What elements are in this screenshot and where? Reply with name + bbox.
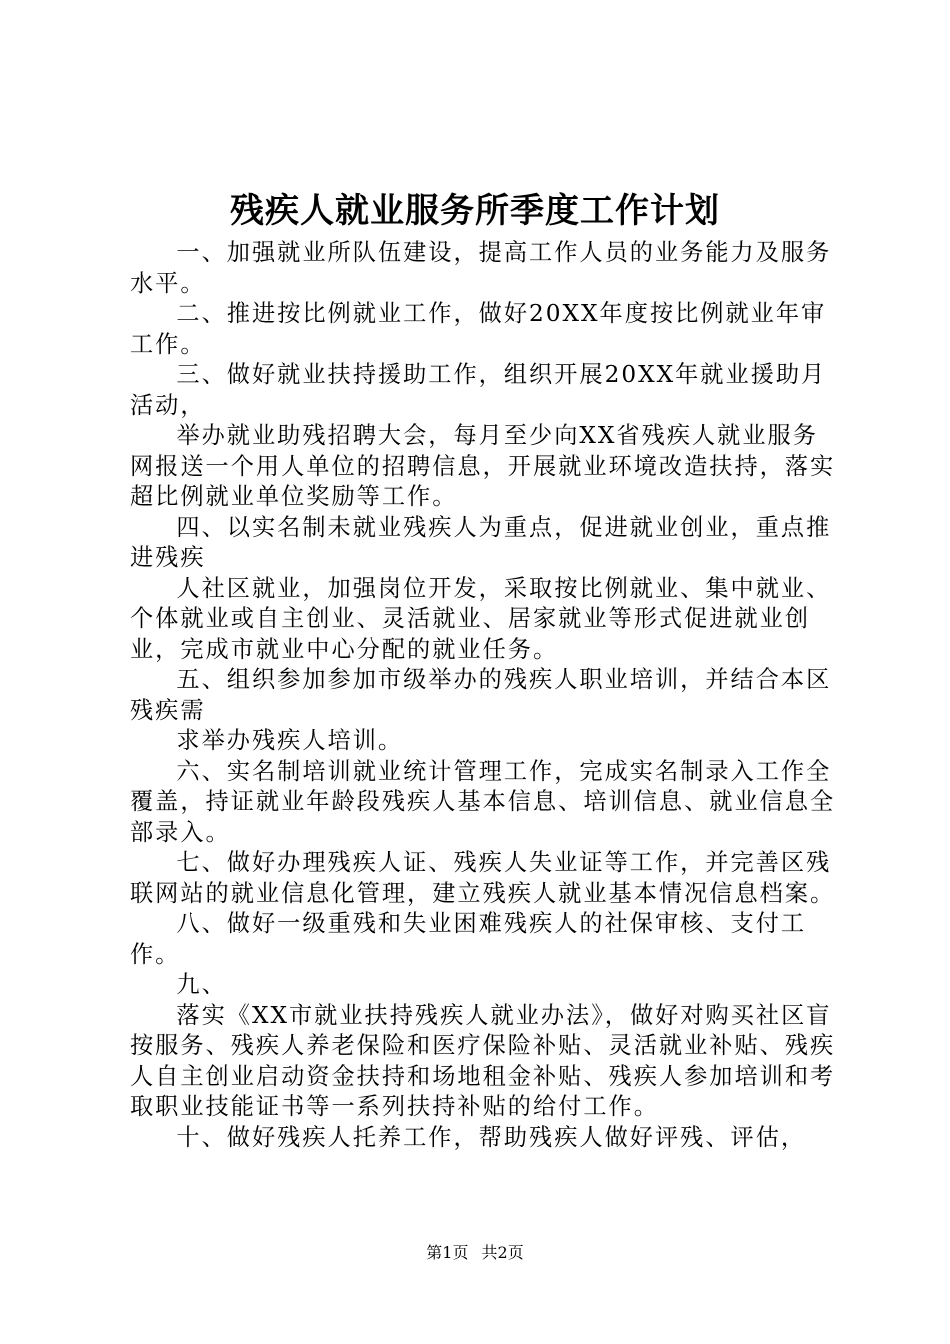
paragraph: 十、做好残疾人托养工作，帮助残疾人做好评残、评估，	[176, 1123, 807, 1151]
paragraph: 人社区就业，加强岗位开发，采取按比例就业、集中就业、个体就业或自主创业、灵活就业、居家就业等形式促进就业创业，完成市就业中心分配的就业任务。	[130, 574, 832, 663]
page-number: 第1页	[426, 1243, 469, 1262]
paragraph: 三、做好就业扶持援助工作，组织开展20XX年就业援助月活动，	[130, 361, 827, 419]
paragraph: 五、组织参加参加市级举办的残疾人职业培训，并结合本区残疾需	[130, 666, 832, 724]
page-footer	[0, 1242, 950, 1264]
paragraph: 落实《XX市就业扶持残疾人就业办法》，做好对购买社区盲按服务、残疾人养老保险和医疗保险补贴、灵活就业补贴、残疾人自主创业启动资金扶持和场地租金补贴、残疾人参加培训和考取职业技能证书等一系列扶持补贴的给付工作。	[130, 1001, 836, 1120]
paragraph: 二、推进按比例就业工作，做好20XX年度按比例就业年审工作。	[130, 300, 827, 358]
paragraph: 七、做好办理残疾人证、残疾人失业证等工作，并完善区残联网站的就业信息化管理，建立残疾人就业基本情况信息档案。	[130, 849, 836, 907]
paragraph: 八、做好一级重残和失业困难残疾人的社保审核、支付工作。	[130, 910, 807, 968]
paragraph: 一、加强就业所队伍建设，提高工作人员的业务能力及服务水平。	[130, 239, 832, 297]
paragraph: 举办就业助残招聘大会，每月至少向XX省残疾人就业服务网报送一个用人单位的招聘信息，开展就业环境改造扶持，落实超比例就业单位奖励等工作。	[130, 422, 836, 510]
paragraph: 求举办残疾人培训。	[176, 727, 404, 754]
page-total: 共2页	[481, 1243, 524, 1262]
page-title: 残疾人就业服务所季度工作计划	[230, 191, 720, 231]
document-body	[130, 238, 838, 1153]
paragraph: 六、实名制培训就业统计管理工作，完成实名制录入工作全覆盖，持证就业年龄段残疾人基本信息、培训信息、就业信息全部录入。	[130, 757, 836, 846]
paragraph: 四、以实名制未就业残疾人为重点，促进就业创业，重点推进残疾	[130, 513, 832, 571]
paragraph: 九、	[176, 971, 227, 998]
